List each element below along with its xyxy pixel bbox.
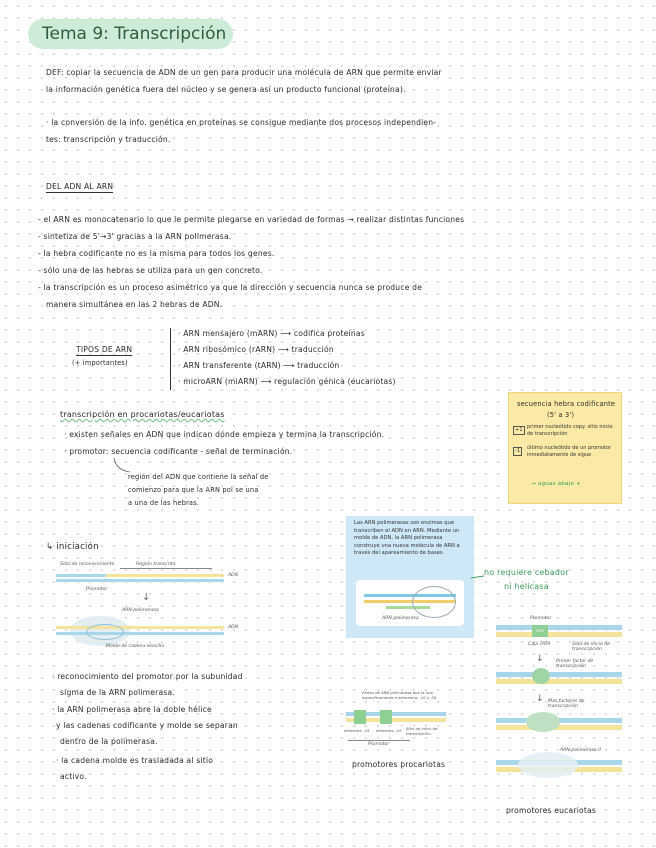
right-arrow-2-icon: ↓ (536, 694, 544, 704)
side-note-line-2: ni helicasa (504, 582, 549, 591)
procariota-promoter-diagram (340, 690, 460, 754)
iniciacion-diagram (56, 560, 316, 680)
procariotas-sub-3: a una de las hebras. (128, 499, 200, 507)
element-35-box (354, 710, 366, 724)
label-reconocimiento: Sitio de reconocimiento (60, 562, 115, 567)
blue-info-note (346, 516, 474, 638)
tipos-brace (170, 328, 171, 390)
tata-box-1: TATA (532, 625, 548, 637)
iniciacion-bullet-7: activo. (60, 772, 87, 781)
iniciacion-bullet-4: y las cadenas codificante y molde se separan (56, 721, 238, 730)
center-bracket (348, 740, 410, 741)
center-caption: promotores procariotas (352, 760, 446, 769)
polymerase-outline (412, 586, 456, 618)
tipos-item-1: · ARN mensajero (mARN) ⟶ codifica proteínas (178, 329, 365, 338)
bullet-3: - la hebra codificante no es la misma para todos los genes. (38, 249, 275, 258)
label-polimerasa: ARN polimerasa (122, 608, 159, 613)
label-adn-top: ADN (228, 573, 239, 578)
tipos-item-4: · microARN (miARN) ⟶ regulación génica (eucariotas) (178, 377, 396, 386)
tipos-label: TIPOS DE ARN (76, 345, 133, 354)
right-dna-2b (496, 679, 622, 684)
tipos-item-3: · ARN transferente (tARN) ⟶ traducción (178, 361, 340, 370)
procariotas-line-1: · existen señales en ADN que indican dónde empieza y termina la transcripción. (64, 430, 385, 439)
bullet-2: - sintetiza de 5'→3' gracias a la ARN polimerasa. (38, 232, 232, 241)
procariotas-sub-2: comienzo para que la ARN pol se una (128, 486, 259, 494)
right-label-promotor: Promotor (530, 616, 552, 621)
right-dna-1a (496, 625, 622, 630)
yellow-note-line-2: (5' a 3') (547, 411, 575, 419)
section-heading-adn-arn: DEL ADN AL ARN (46, 182, 114, 191)
right-label-mas-factores: Más factores de transcripción (548, 699, 585, 709)
right-dna-2a (496, 672, 622, 677)
dna-blue-bot (56, 579, 224, 582)
right-arrow-1-icon: ↓ (536, 654, 544, 664)
eucariota-diagram (490, 614, 640, 814)
dna-blue-bot-2 (56, 632, 224, 635)
bubble-open (86, 624, 124, 640)
procariotas-heading: transcripción en procariotas/eucariotas (60, 410, 225, 419)
arrow-right-icon (470, 572, 486, 582)
footer-caption: promotores eucariotas (506, 806, 597, 815)
right-dna-3b (496, 725, 622, 730)
iniciacion-bullet-6: · la cadena molde es trasladada al sitio (56, 756, 214, 765)
conversion-line-1: · la conversión de la info. genética en proteínas se consigue mediante dos procesos independien- (46, 118, 437, 127)
tipos-sublabel: (+ importantes) (72, 359, 128, 367)
polymerase-illustration (356, 580, 464, 626)
iniciacion-bullet-3: · la ARN polimerasa abre la doble hélice (52, 705, 212, 714)
right-label-factor: Primer factor de transcripción (556, 659, 594, 669)
center-label-e10: elemento -10 (376, 728, 402, 733)
label-region-transcrita: Región transcrita (136, 562, 176, 567)
label-molde: Molde de cadena sencilla (106, 644, 165, 649)
yellow-note-tag-1: +1 (515, 427, 523, 433)
yellow-note-row-2: último nucleótido de un promotor inmediatamente de sigue (527, 445, 612, 458)
page-title: Tema 9: Transcripción (28, 19, 233, 49)
bullet-5: - la transcripción es un proceso asimétrico ya que la dirección y secuencia nunca se produce de (38, 283, 423, 292)
factor-blob (532, 668, 550, 684)
right-dna-1b (496, 632, 622, 637)
arrow-down-icon: ↓ (142, 592, 151, 603)
region-bracket (120, 568, 212, 569)
factors-complex (526, 712, 560, 732)
polimerasa-ii-blob (518, 752, 578, 778)
center-label-top: Partes de ARN polimerasa que la une específicamente a elementos -10 y -35 (362, 690, 437, 700)
right-label-sitio: Sitio de inicio de transcripción (572, 642, 611, 652)
procariotas-line-2: · promotor: secuencia codificante - señal de terminación. (64, 447, 293, 456)
iniciacion-bullet-5: dentro de la polimerasa. (60, 737, 158, 746)
conversion-line-2: tes: transcripción y traducción. (46, 135, 171, 144)
dna-yellow-top (106, 574, 224, 577)
iniciacion-bullet-1: · reconocimiento del promotor por la subunidad (52, 672, 243, 681)
bullet-4: - sólo una de las hebras se utiliza para un gen concreto. (38, 266, 263, 275)
center-label-promotor: Promotor (368, 742, 390, 747)
yellow-note-footer: → aguas abajo + (531, 481, 581, 487)
right-label-caja: Caja TATA (528, 642, 551, 647)
center-label-e35: elemento -35 (344, 728, 370, 733)
iniciacion-bullet-2: sigma de la ARN polimerasa. (60, 688, 175, 697)
side-note-line-1: no requiere cebador (484, 568, 569, 577)
definition-line-2: la información genética fuera del núcleo y se genera así un producto funcional (proteína). (46, 85, 406, 94)
element-10-box (380, 710, 392, 724)
bullet-6: manera simultánea en las 2 hebras de ADN. (46, 300, 223, 309)
blue-note-label: ARN polimerasa (382, 616, 419, 621)
label-promotor: Promotor (86, 587, 108, 592)
iniciacion-heading: ↳ iniciación (46, 542, 99, 552)
right-label-polimerasa: ARN polimerasa II (560, 748, 601, 753)
definition-line-1: DEF: copiar la secuencia de ADN de un gen para producir una molécula de ARN que permite enviar (46, 68, 442, 77)
dna-blue-top (56, 574, 106, 577)
yellow-note-row-1: primer nucleótido copy. sitio inicio de transcripción (527, 424, 613, 437)
center-label-sitio: Sitio de inicio de transcripción (406, 726, 438, 736)
yellow-sticky-note (508, 392, 622, 504)
bullet-1: - el ARN es monocatenario lo que le permite plegarse en variedad de formas → realizar distintas funciones (38, 215, 465, 224)
label-adn-bottom: ADN (228, 625, 239, 630)
tipos-item-2: · ARN ribosómico (rARN) ⟶ traducción (178, 345, 334, 354)
procariotas-sub-1: región del ADN que contiene la señal de (128, 473, 269, 481)
yellow-note-line-1: secuencia hebra codificante (517, 400, 616, 408)
dna-yellow-top-2 (56, 626, 224, 629)
blue-note-text: Las ARN polimerasas son enzimas que transcriben el ADN en ARN. Mediante un molde de ADN, la ARN polimerasa construye una nueva molécula de ARN a través del apareamiento de bases. (354, 520, 460, 557)
yellow-note-tag-2: -1 (515, 448, 521, 454)
